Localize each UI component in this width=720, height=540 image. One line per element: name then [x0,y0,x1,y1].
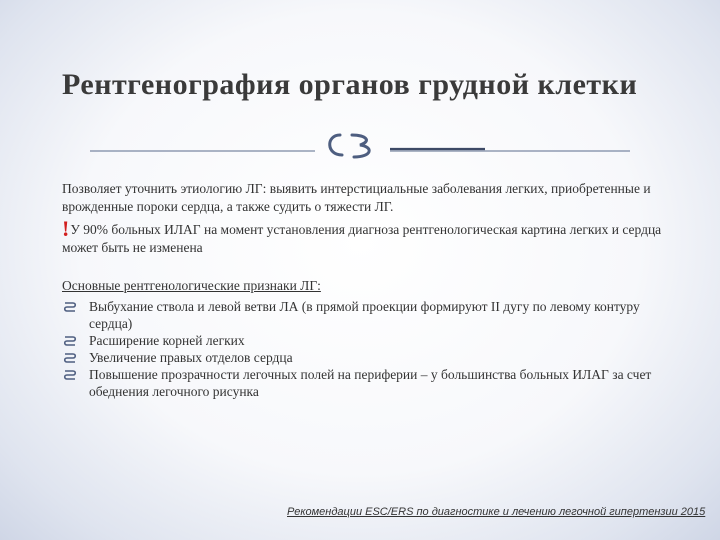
scroll-bullet-icon [62,351,78,364]
list-item-text: Расширение корней легких [89,333,245,348]
note-text: У 90% больных ИЛАГ на момент установления диагноза рентгенологическая картина легких и сердца может быть не изменена [62,222,662,255]
list-item [62,332,674,349]
scroll-bullet-icon [62,368,78,381]
slide-title: Рентгенография органов грудной клетки [62,68,638,101]
signs-list [62,298,674,400]
scroll-flourish-icon [330,135,369,157]
scroll-bullet-icon [62,334,78,347]
exclamation-mark: ! [62,216,70,241]
list-item-text: Выбухание ствола и левой ветви ЛА (в прямой проекции формируют II дугу по левому контуру сердца) [89,299,640,331]
list-item-text: Повышение прозрачности легочных полей на периферии – у большинства больных ИЛАГ за счет обеднения легочного рисунка [89,367,652,399]
signs-heading: Основные рентгенологические признаки ЛГ: [62,278,321,293]
list-item [62,298,674,332]
note-paragraph [62,216,674,257]
list-item [62,366,674,400]
title-divider [90,129,630,159]
source-footnote: Рекомендации ESC/ERS по диагностике и лечению легочной гипертензии 2015 [287,506,706,518]
list-item [62,349,674,366]
list-item-text: Увеличение правых отделов сердца [89,350,293,365]
intro-paragraph: Позволяет уточнить этиологию ЛГ: выявить интерстициальные заболевания легких, приобретенные и врожденные пороки сердца, а также судить о тяжести ЛГ. [62,181,651,214]
scroll-bullet-icon [62,300,78,313]
